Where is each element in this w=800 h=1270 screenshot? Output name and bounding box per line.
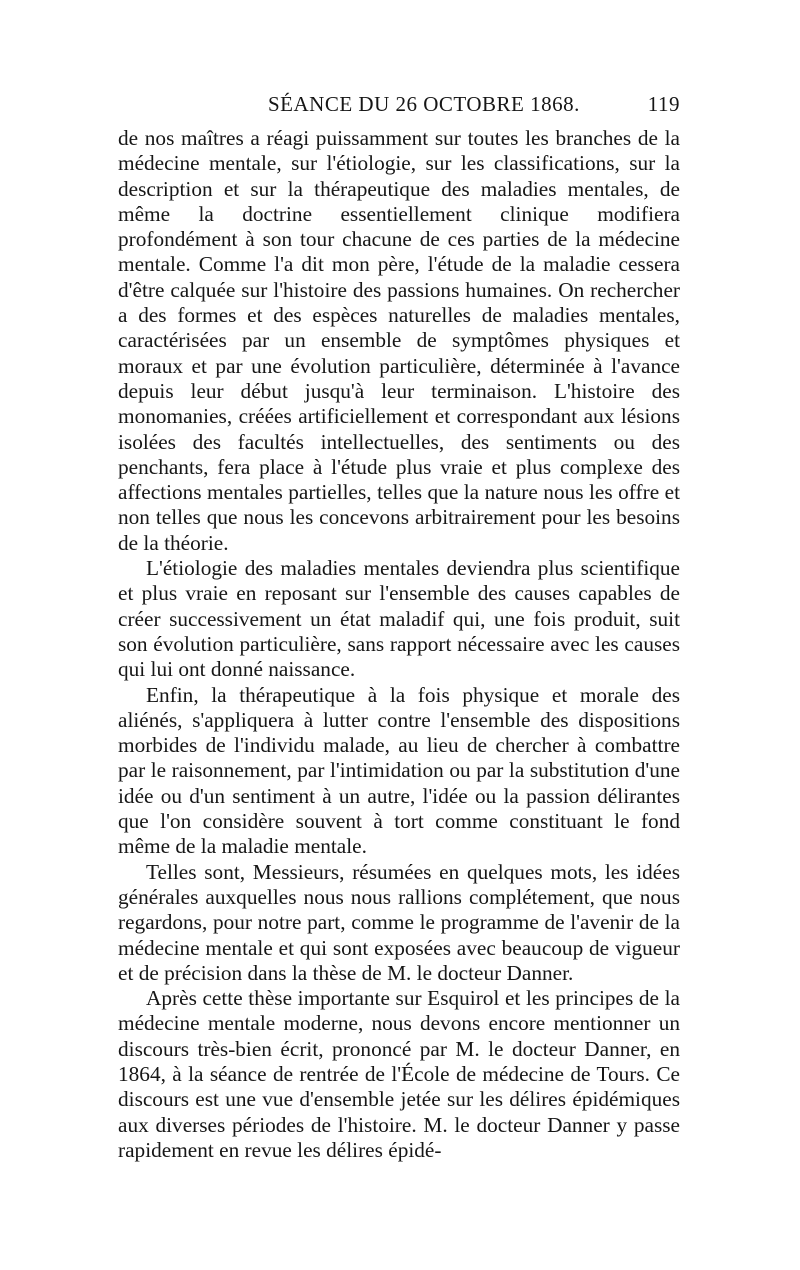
page-number: 119 — [647, 92, 680, 116]
paragraph-etiologie: L'étiologie des maladies mentales deviendra plus scientifique et plus vraie en reposant sur l'ensemble des causes capables de créer successivement un état maladif qui, une fois produit, suit son évolution particulière, sans rapport nécessaire avec les causes qui lui ont donné naissance. — [118, 556, 680, 682]
paragraph-continuation: de nos maîtres a réagi puissamment sur toutes les branches de la médecine mentale, sur l'étiologie, sur les classifications, sur la description et sur la thérapeutique des maladies mentales, de même la doctrine essentiellement clinique modifiera profondément à son tour chacune de ces parties de la médecine mentale. Comme l'a dit mon père, l'étude de la maladie cessera d'être calquée sur l'histoire des passions humaines. On rechercher a des formes et des espèces naturelles de maladies mentales, caractérisées par un ensemble de symptômes physiques et moraux et par une évolution particulière, déterminée à l'avance depuis leur début jusqu'à leur terminaison. L'histoire des monomanies, créées artificiellement et correspondant aux lésions isolées des facultés intellectuelles, des sentiments ou des penchants, fera place à l'étude plus vraie et plus complexe des affections mentales partielles, telles que la nature nous les offre et non telles que nous les concevons arbitrairement pour les besoins de la théorie. — [118, 126, 680, 555]
paragraph-idees-generales: Telles sont, Messieurs, résumées en quelques mots, les idées générales auxquelles nous nous rallions complétement, que nous regardons, pour notre part, comme le programme de l'avenir de la médecine mentale et qui sont exposées avec beaucoup de vigueur et de précision dans la thèse de M. le docteur Danner. — [118, 859, 680, 985]
paragraph-discours-danner: Après cette thèse importante sur Esquirol et les principes de la médecine mentale moderne, nous devons encore mentionner un discours très-bien écrit, prononcé par M. le docteur Danner, en 1864, à la séance de rentrée de l'École de médecine de Tours. Ce discours est une vue d'ensemble jetée sur les délires épidémiques aux diverses périodes de l'histoire. M. le docteur Danner y passe rapidement en revue les délires épidé- — [118, 986, 680, 1162]
book-page — [118, 92, 680, 1163]
paragraph-therapeutique: Enfin, la thérapeutique à la fois physique et morale des aliénés, s'appliquera à lutter contre l'ensemble des dispositions morbides de l'individu malade, au lieu de chercher à combattre par le raisonnement, par l'intimidation ou par la substitution d'une idée ou d'un sentiment à un autre, l'idée ou la passion délirantes que l'on considère souvent à tort comme constituant le fond même de la maladie mentale. — [118, 682, 680, 859]
body-text — [118, 126, 680, 1163]
running-title: SÉANCE DU 26 OCTOBRE 1868. — [268, 92, 580, 116]
running-head — [118, 92, 680, 126]
